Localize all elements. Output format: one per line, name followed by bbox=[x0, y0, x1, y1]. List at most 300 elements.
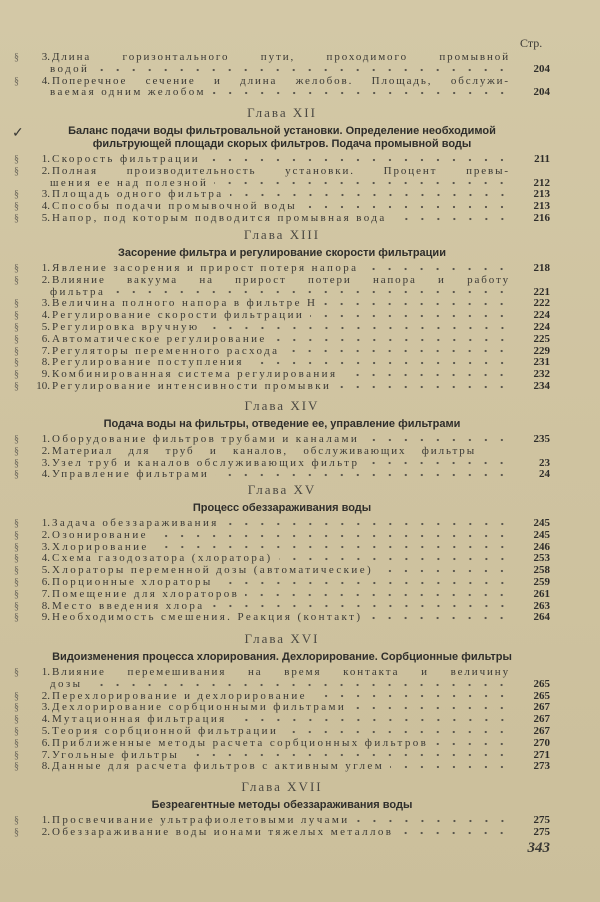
entry-title: Площадь одного фильтра bbox=[52, 189, 224, 201]
entry-title: Материал для труб и каналов, обслуживающих фильтры bbox=[52, 445, 476, 457]
chapter bbox=[14, 777, 550, 839]
toc-entry-continuation bbox=[14, 64, 550, 76]
entry-title-continuation: фильтра bbox=[50, 286, 106, 298]
dot-leader bbox=[310, 312, 510, 320]
dot-leader bbox=[206, 156, 510, 164]
entry-number: 4. bbox=[41, 713, 50, 726]
toc-entry-line bbox=[14, 565, 550, 577]
dot-leader bbox=[390, 763, 510, 771]
page-column-header: Стр. bbox=[520, 36, 543, 50]
toc-entry bbox=[14, 761, 550, 773]
toc-entry-line bbox=[14, 601, 550, 613]
toc-entry-line bbox=[14, 530, 550, 542]
toc-entry bbox=[14, 750, 550, 762]
toc-entry-line bbox=[14, 310, 550, 322]
entry-page: 245 bbox=[533, 517, 550, 529]
toc-entry-line bbox=[14, 346, 550, 358]
entry-page: 265 bbox=[533, 689, 550, 702]
chapter-title bbox=[14, 502, 550, 515]
entry-title-continuation: дозы bbox=[50, 678, 83, 690]
entry-page: 24 bbox=[539, 468, 550, 481]
toc-entry-line bbox=[14, 213, 550, 225]
entry-number: 1. bbox=[41, 153, 50, 165]
toc-entry bbox=[14, 213, 550, 225]
entry-title: Влияние перемешивания на время контакта и величину bbox=[52, 667, 510, 678]
toc-entry-line bbox=[14, 750, 550, 762]
entry-number: 3. bbox=[41, 540, 50, 553]
entry-title: Схема газодозатора (хлоратора) bbox=[52, 553, 273, 565]
toc-entry bbox=[14, 530, 550, 542]
toc-entry-line bbox=[14, 357, 550, 369]
entry-title: Хлорирование bbox=[52, 541, 149, 553]
toc-entry-line bbox=[14, 166, 550, 178]
toc-entry-line bbox=[14, 691, 550, 703]
section-sign: § bbox=[14, 725, 19, 737]
entry-number: 1. bbox=[41, 814, 50, 826]
entry-title: Регулирование поступления bbox=[52, 357, 244, 369]
chapter-label: Глава XIII bbox=[243, 227, 321, 242]
chapter bbox=[14, 629, 550, 773]
entry-title: Задача обеззараживания bbox=[52, 518, 219, 529]
section-sign: § bbox=[14, 201, 19, 213]
section-sign: § bbox=[14, 749, 19, 761]
entry-title: Регулирование интенсивности промывки bbox=[52, 380, 332, 392]
dot-leader bbox=[323, 300, 510, 308]
chapter-entries bbox=[14, 667, 550, 773]
toc-entry-line bbox=[14, 667, 550, 679]
toc-entry-line bbox=[14, 726, 550, 738]
section-sign: § bbox=[14, 333, 19, 345]
dot-leader bbox=[365, 459, 510, 467]
toc-entry-continuation bbox=[14, 87, 550, 99]
section-sign: § bbox=[14, 321, 19, 333]
entry-title: Управление фильтрами bbox=[52, 469, 210, 481]
toc-top-entries bbox=[14, 52, 550, 99]
dot-leader bbox=[230, 191, 510, 199]
entry-title: Способы подачи промывочной воды bbox=[52, 201, 298, 213]
toc-entry bbox=[14, 542, 550, 554]
section-sign: § bbox=[14, 667, 19, 678]
entry-number: 2. bbox=[41, 825, 50, 838]
section-sign: § bbox=[14, 154, 19, 165]
dot-leader bbox=[379, 567, 510, 575]
entry-title: Просвечивание ультрафиолетовыми лучами bbox=[52, 815, 350, 826]
entry-page: 264 bbox=[533, 611, 550, 624]
entry-page: 231 bbox=[533, 356, 550, 369]
entry-title: Напор, под которым подводится промывная вода bbox=[52, 212, 387, 224]
section-sign: § bbox=[14, 529, 19, 541]
entry-number: 3. bbox=[41, 51, 50, 63]
dot-leader bbox=[250, 359, 510, 367]
toc-entry bbox=[14, 166, 550, 190]
toc-entry-line bbox=[14, 434, 550, 446]
entry-page: 213 bbox=[533, 200, 550, 213]
toc-entry-line bbox=[14, 201, 550, 213]
entry-title-continuation: водой bbox=[50, 63, 90, 75]
dot-leader bbox=[364, 265, 510, 273]
dot-leader bbox=[434, 740, 510, 748]
toc-entry bbox=[14, 601, 550, 613]
entry-title: Дехлорирование сорбционными фильтрами bbox=[52, 702, 347, 714]
entry-page: 225 bbox=[533, 332, 550, 345]
section-sign: § bbox=[14, 518, 19, 529]
dot-leader bbox=[279, 555, 510, 563]
toc-entry bbox=[14, 369, 550, 381]
dot-leader bbox=[368, 614, 510, 622]
entry-title: Оборудование фильтров трубами и каналами bbox=[52, 434, 360, 445]
dot-leader bbox=[185, 751, 510, 759]
toc-entry bbox=[14, 275, 550, 299]
entry-title: Автоматическое регулирование bbox=[52, 333, 267, 345]
entry-number: 8. bbox=[41, 356, 50, 369]
section-sign: § bbox=[14, 469, 19, 481]
toc-entry bbox=[14, 458, 550, 470]
entry-title: Хлораторы переменной дозы (автоматические) bbox=[52, 565, 374, 577]
entry-number: 6. bbox=[41, 575, 50, 588]
entry-number: 6. bbox=[41, 332, 50, 345]
toc-entry-line bbox=[14, 702, 550, 714]
toc-entry bbox=[14, 322, 550, 334]
entry-title: Регуляторы переменного расхода bbox=[52, 345, 280, 357]
entry-title: Необходимость смешения. Реакция (контакт) bbox=[52, 612, 363, 624]
entry-page: 246 bbox=[533, 540, 550, 553]
toc-entry-line bbox=[14, 275, 550, 287]
entry-number: 4. bbox=[41, 309, 50, 322]
section-sign: § bbox=[14, 612, 19, 624]
entry-title: Скорость фильтрации bbox=[52, 154, 201, 165]
section-sign: § bbox=[14, 434, 19, 445]
dot-leader bbox=[155, 543, 510, 551]
toc-entry-line bbox=[14, 612, 550, 624]
entry-page: 263 bbox=[533, 599, 550, 612]
toc-entry-line bbox=[14, 458, 550, 470]
entry-title: Величина полного напора в фильтре H bbox=[52, 298, 318, 310]
chapter-entries bbox=[14, 154, 550, 225]
entry-number: 2. bbox=[41, 273, 50, 286]
entry-title: Комбинированная система регулирования bbox=[52, 369, 338, 381]
chapter-entries bbox=[14, 518, 550, 624]
entry-page: 216 bbox=[533, 211, 550, 224]
toc-entry bbox=[14, 381, 550, 393]
chapter-entries bbox=[14, 815, 550, 839]
toc-entry-line bbox=[14, 76, 550, 88]
toc-entry-line bbox=[14, 154, 550, 166]
toc-entry bbox=[14, 589, 550, 601]
dot-leader bbox=[245, 591, 510, 599]
toc-entry-line bbox=[14, 189, 550, 201]
chapter bbox=[14, 480, 550, 624]
toc-entry bbox=[14, 189, 550, 201]
toc-entry bbox=[14, 553, 550, 565]
section-sign: § bbox=[14, 761, 19, 773]
section-sign: § bbox=[14, 75, 19, 87]
entry-page: 270 bbox=[533, 736, 550, 749]
chapter-title bbox=[14, 418, 550, 431]
entry-number: 7. bbox=[41, 344, 50, 357]
section-sign: § bbox=[14, 457, 19, 469]
entry-number: 4. bbox=[41, 468, 50, 481]
entry-page: 258 bbox=[533, 564, 550, 577]
entry-page: 275 bbox=[533, 814, 550, 826]
entry-page: 245 bbox=[533, 528, 550, 541]
section-sign: § bbox=[14, 445, 19, 457]
entry-page: 267 bbox=[533, 713, 550, 726]
toc-entry-line bbox=[14, 553, 550, 565]
entry-number: 1. bbox=[41, 433, 50, 445]
toc-entry bbox=[14, 726, 550, 738]
entry-title: Явление засорения и прирост потеря напора bbox=[52, 263, 359, 274]
toc-entry bbox=[14, 52, 550, 76]
entry-number: 6. bbox=[41, 736, 50, 749]
entry-title: Порционные хлораторы bbox=[52, 576, 213, 588]
chapter-label: Глава XIV bbox=[244, 398, 320, 413]
toc-entry bbox=[14, 518, 550, 530]
entry-title: Полная производительность установки. Процент превы- bbox=[52, 165, 510, 177]
section-sign: § bbox=[14, 380, 19, 392]
section-sign: § bbox=[14, 553, 19, 565]
chapter-title-line: Безреагентные методы обеззараживания воды bbox=[151, 799, 413, 811]
entry-number: 7. bbox=[41, 748, 50, 761]
entry-number: 3. bbox=[41, 456, 50, 469]
entry-page: 212 bbox=[533, 176, 550, 189]
toc-entry-line bbox=[14, 738, 550, 750]
section-sign: § bbox=[14, 357, 19, 369]
dot-leader bbox=[233, 716, 510, 724]
entry-page: 275 bbox=[533, 825, 550, 838]
toc-entry-continuation bbox=[14, 178, 550, 190]
dot-leader bbox=[284, 728, 510, 736]
toc-entry-line bbox=[14, 52, 550, 64]
entry-page: 234 bbox=[533, 379, 550, 392]
section-sign: § bbox=[14, 737, 19, 749]
entry-number: 5. bbox=[41, 211, 50, 224]
entry-page: 224 bbox=[533, 320, 550, 333]
section-sign: § bbox=[14, 826, 19, 838]
entry-number: 4. bbox=[41, 200, 50, 213]
entry-number: 2. bbox=[41, 444, 50, 457]
section-sign: § bbox=[14, 565, 19, 577]
dot-leader bbox=[337, 383, 510, 391]
toc-entry-line bbox=[14, 761, 550, 773]
entry-number: 8. bbox=[41, 599, 50, 612]
entry-number: 1. bbox=[41, 666, 50, 678]
dot-leader bbox=[225, 520, 510, 528]
toc-entry bbox=[14, 334, 550, 346]
entry-title: Данные для расчета фильтров с активным углем bbox=[52, 761, 385, 773]
entry-number: 1. bbox=[41, 262, 50, 274]
toc-entry-line bbox=[14, 322, 550, 334]
entry-number: 1. bbox=[41, 517, 50, 529]
dot-leader bbox=[393, 215, 510, 223]
check-mark-icon: ✓ bbox=[12, 126, 24, 141]
entry-number: 4. bbox=[41, 74, 50, 87]
toc-entry-line bbox=[14, 714, 550, 726]
toc-entry-line bbox=[14, 334, 550, 346]
entry-title: Теория сорбционной фильтрации bbox=[52, 725, 279, 737]
toc-entry bbox=[14, 612, 550, 624]
toc-entry bbox=[14, 201, 550, 213]
entry-number: 2. bbox=[41, 528, 50, 541]
section-sign: § bbox=[14, 274, 19, 286]
toc-entry bbox=[14, 691, 550, 703]
section-sign: § bbox=[14, 212, 19, 224]
toc-entry-line bbox=[14, 263, 550, 275]
entry-page: 232 bbox=[533, 368, 550, 381]
entry-title: Место введения хлора bbox=[52, 600, 205, 612]
entry-page: 253 bbox=[533, 552, 550, 565]
toc-entry bbox=[14, 577, 550, 589]
entry-page: 222 bbox=[533, 297, 550, 310]
section-sign: § bbox=[14, 576, 19, 588]
entry-page: 229 bbox=[533, 344, 550, 357]
toc-entry bbox=[14, 298, 550, 310]
chapter-title-line: Баланс подачи воды фильтровальной установки. Определение необходимой bbox=[68, 125, 496, 137]
entry-number: 9. bbox=[41, 368, 50, 381]
dot-leader bbox=[214, 179, 510, 187]
dot-leader bbox=[352, 704, 510, 712]
chapter bbox=[14, 396, 550, 481]
entry-number: 9. bbox=[41, 611, 50, 624]
chapter-entries bbox=[14, 263, 550, 393]
entry-title: Узел труб и каналов обслуживающих фильтр bbox=[52, 457, 360, 469]
toc-entry-line bbox=[14, 577, 550, 589]
section-sign: § bbox=[14, 298, 19, 310]
toc-entry-line bbox=[14, 446, 550, 458]
entry-page: 204 bbox=[533, 62, 550, 75]
toc-entry bbox=[14, 76, 550, 100]
entry-number: 8. bbox=[41, 760, 50, 773]
entry-title: Мутационная фильтрация bbox=[52, 714, 227, 726]
entry-title: Помещение для хлораторов bbox=[52, 588, 240, 600]
toc-entry bbox=[14, 827, 550, 839]
section-sign: § bbox=[14, 690, 19, 702]
entry-number: 3. bbox=[41, 188, 50, 201]
section-sign: § bbox=[14, 165, 19, 177]
chapter-title bbox=[14, 247, 550, 260]
toc-entry bbox=[14, 565, 550, 577]
section-sign: § bbox=[14, 263, 19, 274]
chapter-label: Глава XVII bbox=[241, 779, 323, 794]
entry-page: 211 bbox=[534, 153, 550, 165]
dot-leader bbox=[88, 681, 510, 689]
entry-page: 224 bbox=[533, 309, 550, 322]
entry-title: Регулировка вручную bbox=[52, 321, 200, 333]
entry-number: 5. bbox=[41, 724, 50, 737]
toc-entry-line bbox=[14, 542, 550, 554]
entry-title: Влияние вакуума на прирост потери напора и работу bbox=[52, 274, 510, 286]
chapter-title bbox=[14, 799, 550, 812]
toc-entry bbox=[14, 346, 550, 358]
entry-number: 10. bbox=[36, 379, 50, 392]
entry-page: 221 bbox=[533, 285, 550, 298]
entry-title: Регулирование скорости фильтрации bbox=[52, 310, 305, 322]
entry-page: 23 bbox=[539, 456, 550, 469]
entry-page: 261 bbox=[533, 587, 550, 600]
toc-entry-line bbox=[14, 589, 550, 601]
dot-leader bbox=[154, 532, 510, 540]
toc-entry bbox=[14, 714, 550, 726]
section-sign: § bbox=[14, 600, 19, 612]
toc-entry bbox=[14, 738, 550, 750]
section-sign: § bbox=[14, 52, 19, 63]
chapter-title-line: фильтрующей площади скорых фильтров. Подача промывной воды bbox=[92, 138, 472, 150]
entry-page: 204 bbox=[533, 86, 550, 99]
entry-title-continuation: ваемая одним желобом bbox=[50, 87, 206, 99]
toc-entry bbox=[14, 702, 550, 714]
dot-leader bbox=[111, 288, 510, 296]
entry-title: Обеззараживание воды ионами тяжелых металлов bbox=[52, 826, 394, 838]
entry-page: 218 bbox=[533, 262, 550, 274]
toc-entry bbox=[14, 667, 550, 691]
dot-leader bbox=[365, 436, 510, 444]
dot-leader bbox=[95, 66, 510, 74]
dot-leader bbox=[211, 602, 510, 610]
toc-entry-line bbox=[14, 518, 550, 530]
entry-number: 3. bbox=[41, 701, 50, 714]
toc-entry-line bbox=[14, 381, 550, 393]
entry-title: Перехлорирование и дехлорирование bbox=[52, 690, 307, 702]
chapter-title-line: Засорение фильтра и регулирование скорости фильтрации bbox=[118, 247, 446, 259]
section-sign: § bbox=[14, 310, 19, 322]
entry-title: Угольные фильтры bbox=[52, 749, 180, 761]
entry-number: 4. bbox=[41, 552, 50, 565]
toc-entry-line bbox=[14, 827, 550, 839]
toc-entry bbox=[14, 815, 550, 827]
entry-page: 235 bbox=[533, 433, 550, 445]
dot-leader bbox=[212, 89, 510, 97]
dot-leader bbox=[313, 692, 510, 700]
page-number: 343 bbox=[527, 840, 550, 856]
dot-leader bbox=[206, 324, 510, 332]
entry-number: 5. bbox=[41, 564, 50, 577]
section-sign: § bbox=[14, 189, 19, 201]
entry-number: 3. bbox=[41, 297, 50, 310]
section-sign: § bbox=[14, 345, 19, 357]
toc-entry bbox=[14, 446, 550, 458]
section-sign: § bbox=[14, 702, 19, 714]
entry-title: Длина горизонтального пути, проходимого промывной bbox=[52, 52, 510, 63]
entry-number: 7. bbox=[41, 587, 50, 600]
dot-leader bbox=[273, 336, 510, 344]
dot-leader bbox=[285, 347, 510, 355]
chapter-title bbox=[14, 125, 550, 151]
dot-leader bbox=[303, 203, 510, 211]
toc-entry bbox=[14, 154, 550, 166]
chapter-title-line: Процесс обеззараживания воды bbox=[192, 502, 372, 514]
entry-page: 265 bbox=[533, 677, 550, 690]
chapter-label: Глава XV bbox=[247, 482, 317, 497]
section-sign: § bbox=[14, 815, 19, 826]
section-sign: § bbox=[14, 541, 19, 553]
dot-leader bbox=[215, 471, 510, 479]
chapter-label: Глава XVI bbox=[244, 631, 320, 646]
entry-title: Озонирование bbox=[52, 529, 148, 541]
entry-title-continuation: шения ее над полезной bbox=[50, 177, 209, 189]
entry-number: 5. bbox=[41, 320, 50, 333]
toc-entry-continuation bbox=[14, 679, 550, 691]
chapter-entries bbox=[14, 434, 550, 481]
toc-entry bbox=[14, 263, 550, 275]
entry-page: 213 bbox=[533, 188, 550, 201]
section-sign: § bbox=[14, 588, 19, 600]
chapter-title bbox=[14, 651, 550, 664]
dot-leader bbox=[219, 579, 510, 587]
toc-entry-line bbox=[14, 815, 550, 827]
chapter-title-line: Подача воды на фильтры, отведение ее, управление фильтрами bbox=[103, 418, 461, 430]
dot-leader bbox=[343, 371, 510, 379]
chapter-title-line: Видоизменения процесса хлорирования. Дехлорирование. Сорбционные фильтры bbox=[52, 651, 512, 663]
entry-page: 271 bbox=[533, 748, 550, 761]
